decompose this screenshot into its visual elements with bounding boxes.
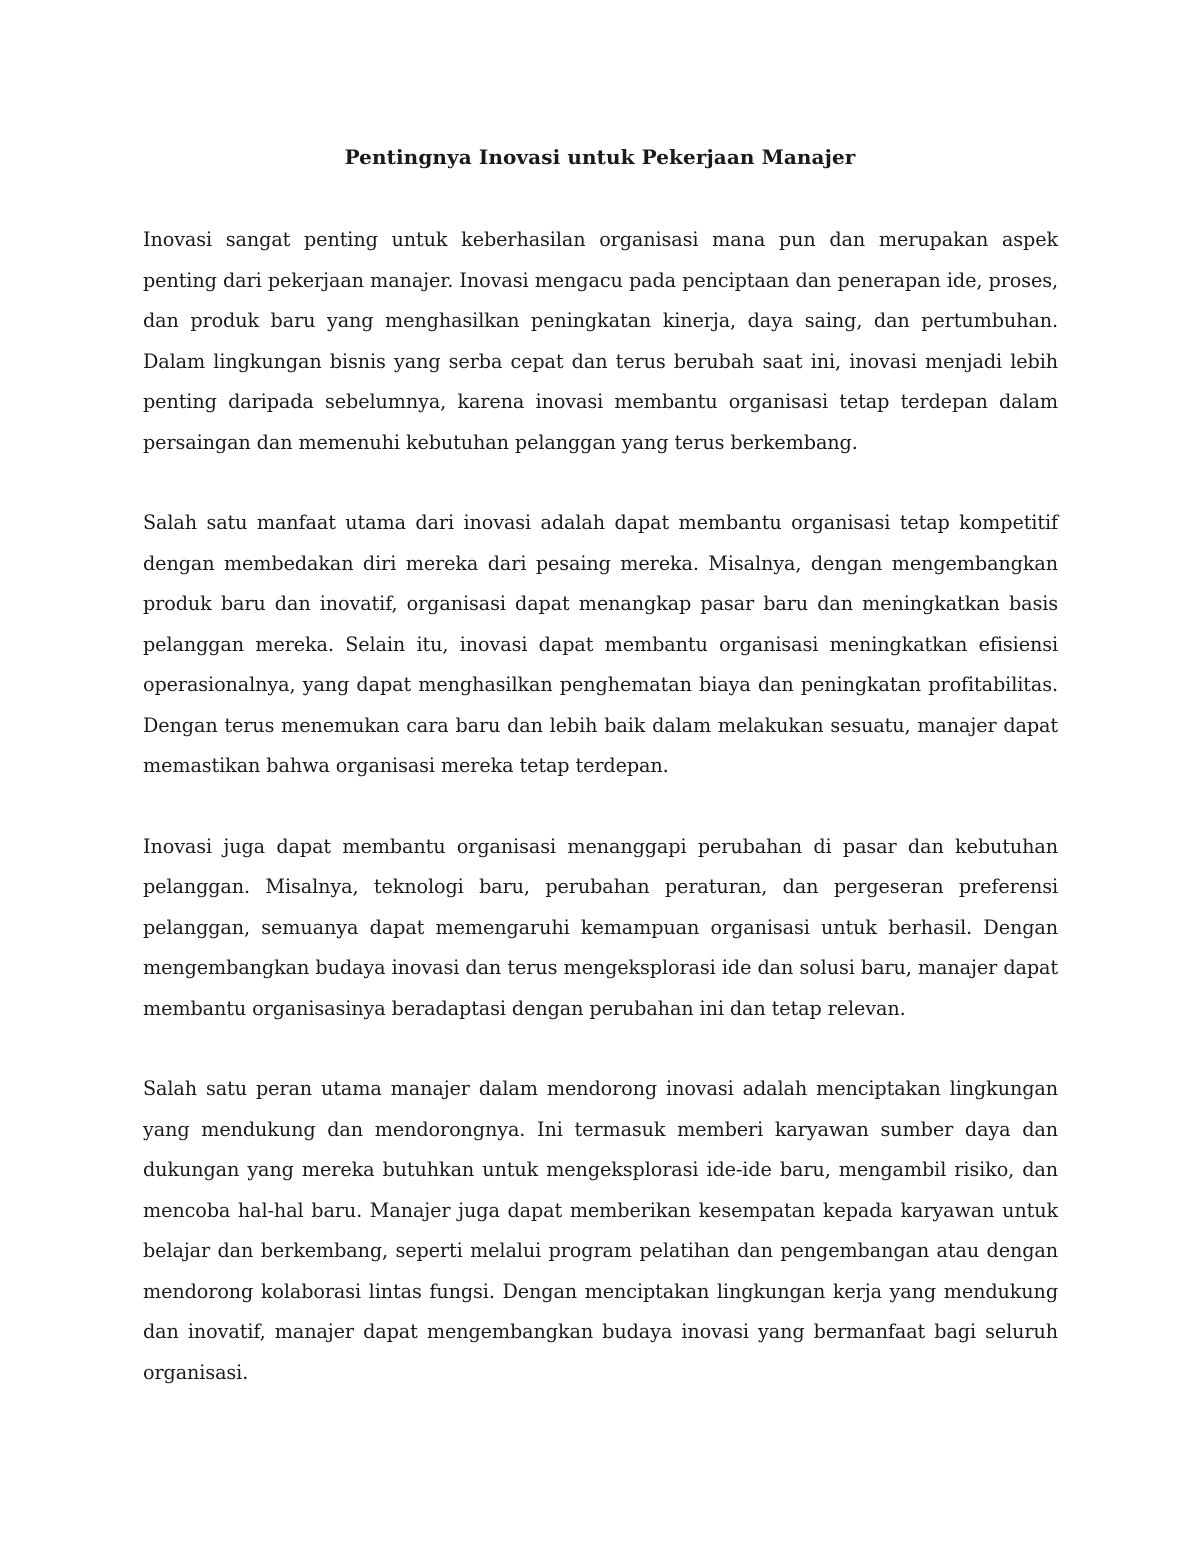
paragraph-1: Inovasi sangat penting untuk keberhasilan organisasi mana pun dan merupakan aspek penting dari pekerjaan manajer. Inovasi mengacu pada penciptaan dan penerapan ide, proses, dan produk baru yang menghasilkan peningkatan kinerja, daya saing, dan pertumbuhan. Dalam lingkungan bisnis yang serba cepat dan terus berubah saat ini, inovasi menjadi lebih penting daripada sebelumnya, karena inovasi membantu organisasi tetap terdepan dalam persaingan dan memenuhi kebutuhan pelanggan yang terus berkembang. xyxy=(143,228,1058,454)
document-title: Pentingnya Inovasi untuk Pekerjaan Manajer xyxy=(344,145,856,169)
document-body xyxy=(143,220,1058,1433)
paragraph-2: Salah satu manfaat utama dari inovasi adalah dapat membantu organisasi tetap kompetitif dengan membedakan diri mereka dari pesaing mereka. Misalnya, dengan mengembangkan produk baru dan inovatif, organisasi dapat menangkap pasar baru dan meningkatkan basis pelanggan mereka. Selain itu, inovasi dapat membantu organisasi meningkatkan efisiensi operasionalnya, yang dapat menghasilkan penghematan biaya dan peningkatan profitabilitas. Dengan terus menemukan cara baru dan lebih baik dalam melakukan sesuatu, manajer dapat memastikan bahwa organisasi mereka tetap terdepan. xyxy=(143,511,1058,777)
paragraph-4: Salah satu peran utama manajer dalam mendorong inovasi adalah menciptakan lingkungan yang mendukung dan mendorongnya. Ini termasuk memberi karyawan sumber daya dan dukungan yang mereka butuhkan untuk mengeksplorasi ide-ide baru, mengambil risiko, dan mencoba hal-hal baru. Manajer juga dapat memberikan kesempatan kepada karyawan untuk belajar dan berkembang, seperti melalui program pelatihan dan pengembangan atau dengan mendorong kolaborasi lintas fungsi. Dengan menciptakan lingkungan kerja yang mendukung dan inovatif, manajer dapat mengembangkan budaya inovasi yang bermanfaat bagi seluruh organisasi. xyxy=(143,1077,1058,1384)
paragraph-3: Inovasi juga dapat membantu organisasi menanggapi perubahan di pasar dan kebutuhan pelanggan. Misalnya, teknologi baru, perubahan peraturan, dan pergeseran preferensi pelanggan, semuanya dapat memengaruhi kemampuan organisasi untuk berhasil. Dengan mengembangkan budaya inovasi dan terus mengeksplorasi ide dan solusi baru, manajer dapat membantu organisasinya beradaptasi dengan perubahan ini dan tetap relevan. xyxy=(143,834,1058,1020)
